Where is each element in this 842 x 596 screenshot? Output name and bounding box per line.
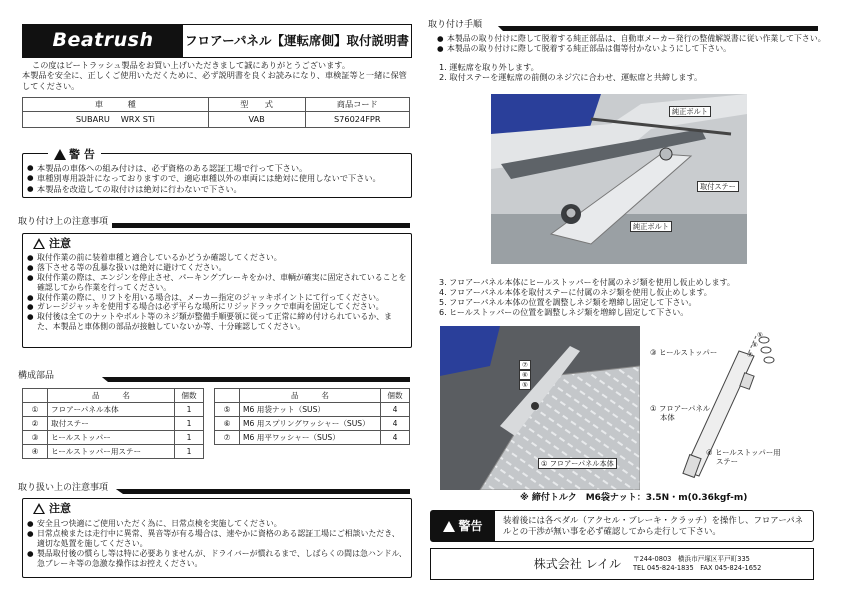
diagram-label-heel-stay: ④ ヒールストッパー用 ステー xyxy=(706,448,781,467)
company-address: 〒244-0803 横浜市戸塚区平戸町335 xyxy=(633,555,750,564)
callout-oem-bolt-top: 純正ボルト xyxy=(669,106,711,117)
callout-oem-bolt-bottom: 純正ボルト xyxy=(630,221,672,232)
caution-item: ● 取付作業の際は、エンジンを停止させ、パーキングブレーキをかけ、車輌が確実に固定されていることを確認してから作業を行ってください。 xyxy=(27,273,407,293)
caution-item: ● 日常点検または走行中に異常、異音等が有る場合は、速やかに資格のある認証工場にご相談いただき、適切な処置を施してください。 xyxy=(27,529,407,549)
step-item: 3. フロアーパネル本体にヒールストッパーを付属のネジ類を使用し仮止めします。 xyxy=(439,278,735,287)
step-item: 2. 取付ステーを運転席の前側のネジ穴に合わせ、運転席と共締します。 xyxy=(439,72,703,83)
section-title: 取り付け上の注意事項 xyxy=(18,217,112,228)
diagram-label-floor-panel: ① フロアーパネル 本体 xyxy=(650,404,711,423)
warning-title: 警 告 xyxy=(69,148,95,161)
steps-3-6 xyxy=(439,278,829,318)
caution-triangle-icon xyxy=(33,238,45,249)
footer-warning-tag: 警告 xyxy=(431,511,495,541)
vehicle-header-model: 型 式 xyxy=(208,98,305,112)
caution-item: ● 製品取付後の慣らし等は特に必要ありませんが、ドライバーが慣れるまで、しばらくの間は急ハンドル、急ブレーキ等の急激な操作はお控えください。 xyxy=(27,549,407,569)
callout-part-5: ⑤ xyxy=(519,380,531,390)
intro-text xyxy=(22,60,410,91)
vehicle-model: VAB xyxy=(208,112,305,128)
caution-item: ● ガレージジャッキを使用する場合は必ず平らな場所にリジッドラックで車両を固定してください。 xyxy=(27,302,407,312)
step-item: 1. 運転席を取り外します。 xyxy=(439,62,539,72)
brand-logo: Beatrush xyxy=(23,25,183,57)
warning-heading xyxy=(48,148,101,162)
vehicle-header-code: 商品コード xyxy=(305,98,410,112)
diagram-label-7: ⑦ xyxy=(747,351,753,359)
diagram-label-5: ⑤ xyxy=(757,331,763,339)
caution-item: ● 取付作業の際に、リフトを用いる場合は、メーカー指定のジャッキポイントにて行ってください。 xyxy=(27,293,407,303)
step-item: 5. フロアーパネル本体の位置を調整しネジ類を増締し固定して下さい。 xyxy=(439,298,697,307)
callout-mount-stay: 取付ステー xyxy=(697,181,739,192)
footer-warning-text: 装着後には各ペダル（アクセル・ブレーキ・クラッチ）を操作し、フロアーパネルとの干渉が無い事を必ず確認してから走行して下さい。 xyxy=(503,515,804,536)
caution-title: 注意 xyxy=(49,502,71,515)
table-row: ④ ヒールストッパー用ステー 1 xyxy=(23,445,410,459)
section-handling xyxy=(18,481,410,494)
procedure-note: ● 本製品の取り付けに際して脱着する純正部品は、自動車メーカー発行の整備解説書に従い作業して下さい。 xyxy=(437,34,827,44)
company-tel: TEL 045-824-1835 FAX 045-824-1652 xyxy=(633,564,762,572)
callout-part-6: ⑥ xyxy=(519,370,531,380)
exploded-diagram xyxy=(644,326,824,490)
vehicle-header-car: 車 種 xyxy=(23,98,209,112)
callout-part-7: ⑦ xyxy=(519,360,531,370)
parts-table xyxy=(22,388,410,459)
section-install-notes xyxy=(18,215,410,228)
section-parts xyxy=(18,369,410,382)
section-title: 構成部品 xyxy=(18,371,58,382)
caution-list xyxy=(27,519,407,568)
caution-item: ● 安全且つ快適にご使用いただく為に、日常点検を実施してください。 xyxy=(27,519,407,529)
photo-floor-panel xyxy=(440,326,640,490)
parts-header-name: 品 名 xyxy=(48,389,175,403)
caution-box-handling xyxy=(22,498,412,578)
warning-list xyxy=(27,163,407,194)
caution-box-install xyxy=(22,233,412,348)
procedure-notes xyxy=(437,34,827,54)
seat-rail-illustration xyxy=(491,94,747,264)
vehicle-code: S76024FPR xyxy=(305,112,410,128)
warning-triangle-icon xyxy=(54,149,66,160)
header-bar xyxy=(22,24,412,58)
intro-line-2: 本製品を安全に、正しくご使用いただくために、必ず説明書を良くお読みになり、車検証等と一緒に保管してください。 xyxy=(22,70,407,91)
warning-item: ● 車種別専用設計になっておりますので、適応車種以外の車両には絶対に使用しないで下さい。 xyxy=(27,173,407,183)
diagram-label-6: ⑥ xyxy=(752,341,758,349)
document-title: フロアーパネル【運転席側】取付説明書 xyxy=(184,33,409,49)
parts-header-qty: 個数 xyxy=(381,389,410,403)
section-title: 取り付け手順 xyxy=(428,20,486,31)
steps-1-2 xyxy=(439,62,829,83)
caution-list xyxy=(27,253,407,332)
caution-item: ● 取付後は全てのナットやボルト等のネジ類が整備手順要領に従って正常に締め付けられているか、また、本製品と車体側の部品が接触していないか等、十分確認してください。 xyxy=(27,312,407,332)
caution-item: ● 取付作業の前に装着車種と適合しているかどうか確認してください。 xyxy=(27,253,407,263)
company-name: 株式会社 レイル xyxy=(533,556,621,571)
footer-warning-box xyxy=(430,510,814,542)
callout-floor-panel: ① フロアーパネル本体 xyxy=(538,458,617,469)
torque-spec: ※ 締付トルク M6袋ナット：3.5N・m(0.36kgf-m) xyxy=(520,493,748,503)
caution-title: 注意 xyxy=(49,237,71,250)
company-contact xyxy=(633,555,761,573)
diagram-label-heel-stopper: ③ ヒールストッパー xyxy=(650,348,718,357)
warning-item: ● 本製品を改造しての取付けは絶対に行わないで下さい。 xyxy=(27,184,407,194)
section-procedure xyxy=(428,18,818,31)
table-row: ① フロアーパネル本体 1 ⑤ M6 用袋ナット（SUS） 4 xyxy=(23,403,410,417)
company-box xyxy=(430,548,814,580)
caution-item: ● 落下させる等の乱暴な扱いは絶対に避けてください。 xyxy=(27,263,407,273)
vehicle-table xyxy=(22,97,410,128)
section-title: 取り扱い上の注意事項 xyxy=(18,483,112,494)
vehicle-car: SUBARU WRX STi xyxy=(23,112,209,128)
warning-item: ● 本製品の車体への組み付けは、必ず資格のある認証工場で行って下さい。 xyxy=(27,163,407,173)
photo-seat-rail xyxy=(491,94,747,264)
step-item: 4. フロアーパネル本体を取付ステーに付属のネジ類を使用し仮止めします。 xyxy=(439,288,712,297)
table-row: ② 取付ステー 1 ⑥ M6 用スプリングワッシャー（SUS） 4 xyxy=(23,417,410,431)
procedure-note: ● 本製品の取り付けに際して脱着する純正部品は傷等付かないようにして下さい。 xyxy=(437,44,827,54)
warning-triangle-icon xyxy=(443,521,455,532)
intro-line-1: この度はビートラッシュ製品をお買い上げいただきまして誠にありがとうございます。 xyxy=(32,60,351,70)
step-item: 6. ヒールストッパーの位置を調整しネジ類を増締し固定して下さい。 xyxy=(439,308,689,317)
table-row: ③ ヒールストッパー 1 ⑦ M6 用平ワッシャー（SUS） 4 xyxy=(23,431,410,445)
parts-header-name: 品 名 xyxy=(240,389,381,403)
caution-triangle-icon xyxy=(33,503,45,514)
parts-header-qty: 個数 xyxy=(175,389,204,403)
